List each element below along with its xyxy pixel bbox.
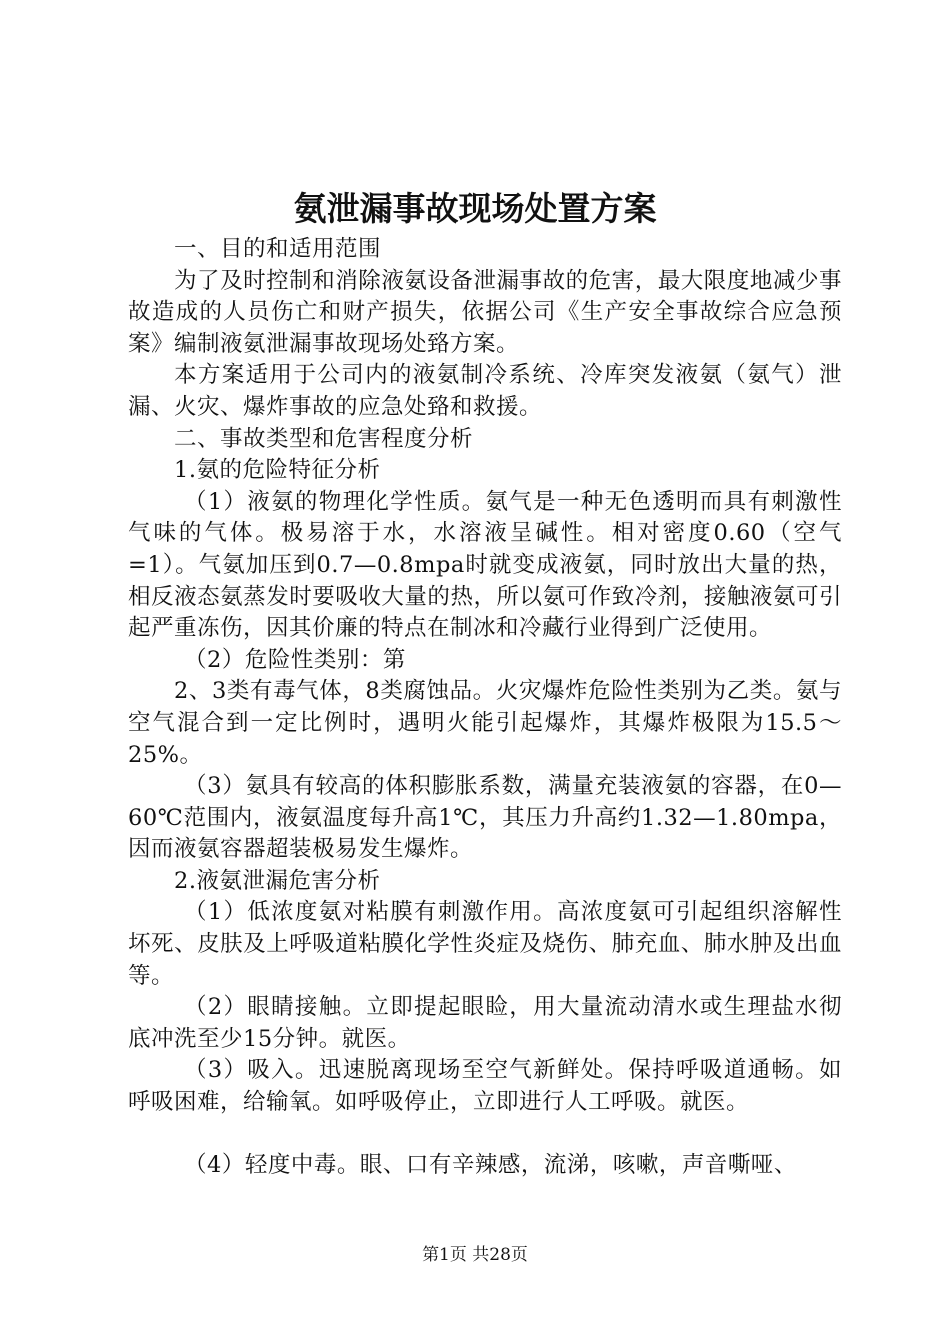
paragraph: （1）液氨的物理化学性质。氨气是一种无色透明而具有刺激性气味的气体。极易溶于水，水溶液呈碱性。相对密度0.60（空气=1）。气氨加压到0.7—0.8mpa时就变成液氨，同时放出大量的热，相反液态氨蒸发时要吸收大量的热，所以氨可作致冷剂，接触液氨可引起严重冻伤，因其价廉的特点在制冰和冷藏行业得到广泛使用。 xyxy=(128,488,842,642)
section-heading: 一、目的和适用范围 xyxy=(174,236,382,262)
paragraph: （4）轻度中毒。眼、口有辛辣感，流涕，咳嗽，声音嘶哑、 xyxy=(184,1152,797,1179)
paragraph: （3）吸入。迅速脱离现场至空气新鲜处。保持呼吸道通畅。如呼吸困难，给输氧。如呼吸停止，立即进行人工呼吸。就医。 xyxy=(128,1057,842,1116)
subsection-heading: 2.液氨泄漏危害分析 xyxy=(174,867,381,894)
paragraph: 为了及时控制和消除液氨设备泄漏事故的危害，最大限度地减少事故造成的人员伤亡和财产损失，依据公司《生产安全事故综合应急预案》编制液氨泄漏事故现场处臵方案。 xyxy=(128,267,842,357)
document-title: 氨泄漏事故现场处置方案 xyxy=(293,189,657,228)
paragraph: 2、3类有毒气体，8类腐蚀品。火灾爆炸危险性类别为乙类。氨与空气混合到一定比例时，遇明火能引起爆炸，其爆炸极限为15.5～25%。 xyxy=(128,678,842,768)
paragraph: 本方案适用于公司内的液氨制冷系统、冷库突发液氨（氨气）泄漏、火灾、爆炸事故的应急处臵和救援。 xyxy=(128,362,842,420)
paragraph: （2）危险性类别：第 xyxy=(184,646,406,673)
paragraph: （1）低浓度氨对粘膜有刺激作用。高浓度氨可引起组织溶解性坏死、皮肤及上呼吸道粘膜化学性炎症及烧伤、肺充血、肺水肿及出血等。 xyxy=(128,899,842,989)
paragraph: （2）眼睛接触。立即提起眼睑，用大量流动清水或生理盐水彻底冲洗至少15分钟。就医。 xyxy=(128,994,842,1052)
document-body xyxy=(128,234,842,1182)
page-footer: 第1页 共28页 xyxy=(422,1245,528,1265)
subsection-heading: 1.氨的危险特征分析 xyxy=(174,457,381,484)
section-heading: 二、事故类型和危害程度分析 xyxy=(174,425,474,452)
paragraph: （3）氨具有较高的体积膨胀系数，满量充装液氨的容器，在0—60℃范围内，液氨温度每升高1℃，其压力升高约1.32—1.80mpa，因而液氨容器超装极易发生爆炸。 xyxy=(128,773,842,863)
